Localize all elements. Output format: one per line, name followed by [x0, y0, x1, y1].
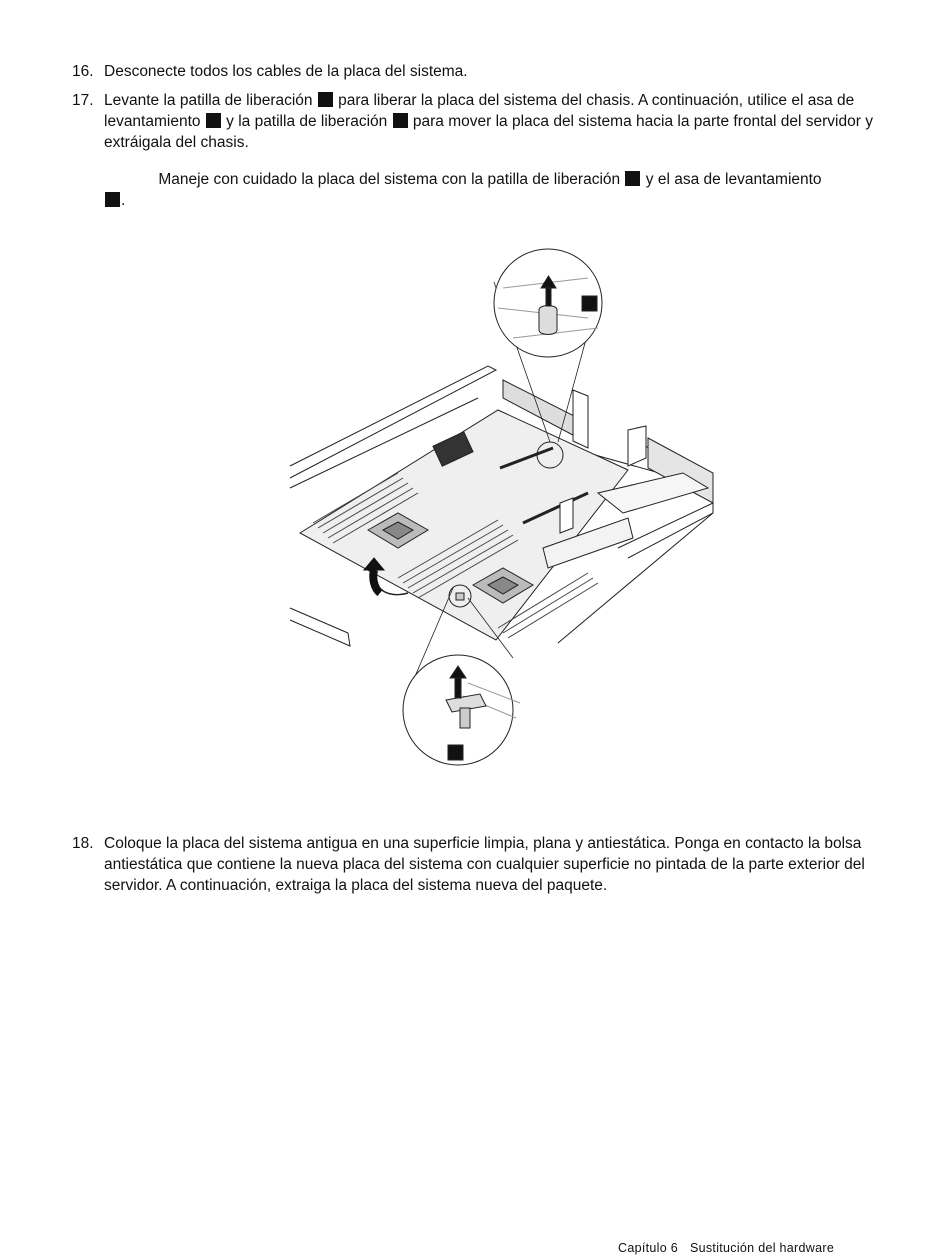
note-text-part: Maneje con cuidado la placa del sistema con la patilla de liberación [158, 171, 621, 188]
callout-marker-2 [105, 192, 120, 207]
step-text [104, 90, 912, 153]
system-board [300, 410, 628, 640]
note-text-part: . [121, 192, 126, 209]
callout-marker-2 [206, 113, 221, 128]
up-arrow-icon [455, 676, 461, 698]
step-text-part: para mover la placa del sistema hacia la parte frontal del servidor y extráigala del chasis. [104, 113, 873, 151]
callout-marker-1 [393, 113, 408, 128]
step-number: 18. [72, 835, 94, 852]
step-16 [72, 61, 912, 82]
callout-marker-1 [625, 171, 640, 186]
step-text-part: y la patilla de liberación [226, 113, 388, 130]
up-arrow-icon [546, 286, 551, 306]
callout-marker-1 [318, 92, 333, 107]
step-18 [72, 833, 912, 896]
step-text-part: Levante la patilla de liberación [104, 92, 313, 109]
step-17 [72, 90, 912, 153]
handling-note [104, 169, 904, 211]
callout-marker-1 [582, 296, 597, 311]
footer-title: Sustitución del hardware [689, 1241, 835, 1255]
system-board-removal-illustration [288, 248, 728, 773]
step-number: 17. [72, 92, 94, 109]
step-number: 16. [72, 63, 94, 80]
callout-marker-2 [448, 745, 463, 760]
step-text: Coloque la placa del sistema antigua en una superficie limpia, plana y antiestática. Ponga en contacto la bolsa antiestática que contiene la nueva placa del sistema con cualquier superficie no pintada de la parte exterior del servidor. A continuación, extraiga la placa del sistema nueva del paquete. [104, 835, 865, 894]
note-text-part: y el asa de levantamiento [645, 171, 822, 188]
step-text-part: para liberar la placa del sistema del chasis. A continuación, utilice el asa de levantamiento [104, 92, 855, 130]
footer-chapter: Capítulo 6 [618, 1241, 678, 1255]
step-text: Desconecte todos los cables de la placa del sistema. [104, 63, 468, 80]
page-footer [618, 1238, 834, 1259]
